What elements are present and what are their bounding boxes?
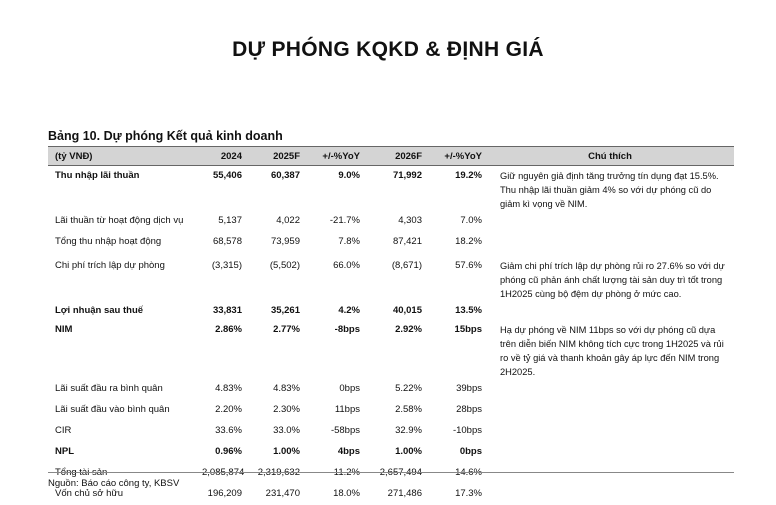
cell-2025f: 33.0% <box>273 425 300 436</box>
cell-yoy-2026: 57.6% <box>455 260 482 271</box>
cell-yoy-2026: 0bps <box>459 446 482 457</box>
cell-yoy-2025: 7.8% <box>338 236 360 247</box>
cell-yoy-2025: 0bps <box>339 383 360 394</box>
cell-yoy-2025: 4.2% <box>338 305 360 316</box>
header-unit: (tỷ VNĐ) <box>48 147 198 166</box>
table-row <box>48 400 734 421</box>
cell-2024: 33,831 <box>212 305 242 316</box>
cell-2024: (3,315) <box>211 260 242 271</box>
cell-yoy-2025: -58bps <box>330 425 360 436</box>
cell-yoy-2026: 19.2% <box>455 170 482 181</box>
cell-yoy-2025: 11.2% <box>333 467 360 478</box>
cell-note <box>486 232 734 256</box>
table-row <box>48 166 734 212</box>
cell-2025f: 1.00% <box>273 446 300 457</box>
cell-yoy-2026: 28bps <box>456 404 482 415</box>
cell-2026f: (8,671) <box>391 260 422 271</box>
cell-yoy-2026: 7.0% <box>460 215 482 226</box>
cell-2026f: 2.58% <box>395 404 422 415</box>
row-label: Lợi nhuận sau thuế <box>55 305 144 316</box>
table-row <box>48 211 734 232</box>
cell-2024: 196,209 <box>207 488 242 499</box>
table-row <box>48 442 734 463</box>
cell-note <box>486 211 734 232</box>
table-header-row <box>48 147 734 166</box>
row-label: CIR <box>55 425 72 436</box>
cell-2025f: 35,261 <box>270 305 300 316</box>
source-note: Nguồn: Báo cáo công ty, KBSV <box>48 478 180 489</box>
cell-2024: 2.86% <box>215 324 242 335</box>
cell-note <box>486 421 734 442</box>
cell-2026f: 87,421 <box>392 236 422 247</box>
forecast-table <box>48 146 734 505</box>
cell-note <box>486 379 734 400</box>
header-2026f: 2026F <box>364 147 426 166</box>
cell-yoy-2025: 18.0% <box>333 488 360 499</box>
cell-2026f: 32.9% <box>395 425 422 436</box>
table-caption: Bảng 10. Dự phóng Kết quả kinh doanh <box>48 129 283 143</box>
cell-2024: 55,406 <box>212 170 242 181</box>
cell-2025f: 2,319,632 <box>257 467 300 478</box>
cell-note: Giữ nguyên giả định tăng trưởng tín dụng đạt 15.5%. Thu nhập lãi thuần giảm 4% so với dự phóng cũ do giảm kì vọng về NIM. <box>500 171 719 209</box>
cell-yoy-2025: 66.0% <box>333 260 360 271</box>
table-row <box>48 256 734 301</box>
cell-yoy-2026: 15bps <box>454 324 482 335</box>
cell-yoy-2025: 4bps <box>337 446 360 457</box>
cell-2026f: 271,486 <box>387 488 422 499</box>
row-label: Vốn chủ sở hữu <box>55 488 124 499</box>
table-row <box>48 421 734 442</box>
row-label: Tổng tài sản <box>55 467 108 478</box>
cell-2024: 33.6% <box>215 425 242 436</box>
cell-yoy-2026: 14.6% <box>455 467 482 478</box>
cell-2026f: 2,657,494 <box>379 467 422 478</box>
cell-2024: 4.83% <box>215 383 242 394</box>
cell-note: Hạ dự phóng về NIM 11bps so với dự phóng cũ dựa trên diễn biến NIM không tích cực trong 1H2025 và rủi ro về tỷ giá và thanh khoản gây áp lực đến NIM trong 2H2025. <box>500 325 724 377</box>
cell-2024: 0.96% <box>215 446 242 457</box>
row-label: Thu nhập lãi thuần <box>55 170 140 181</box>
cell-yoy-2026: 18.2% <box>455 236 482 247</box>
cell-yoy-2026: 17.3% <box>455 488 482 499</box>
cell-2026f: 71,992 <box>392 170 422 181</box>
header-2025f: 2025F <box>246 147 304 166</box>
cell-note: Giảm chi phí trích lập dự phòng rủi ro 27.6% so với dự phóng cũ phản ánh chất lượng tài sản duy trì tốt trong 1H2025 cùng bộ đệm dự phòng ở mức cao. <box>500 261 725 299</box>
table-row <box>48 320 734 379</box>
cell-2025f: 2.77% <box>273 324 300 335</box>
row-label: Tổng thu nhập hoạt động <box>55 236 162 247</box>
cell-2025f: 2.30% <box>273 404 300 415</box>
cell-2026f: 2.92% <box>395 324 422 335</box>
cell-2024: 5,137 <box>218 215 242 226</box>
cell-2024: 2,085,874 <box>202 467 245 478</box>
cell-2026f: 4,303 <box>398 215 422 226</box>
row-label: Lãi thuần từ hoạt động dịch vụ <box>55 215 184 226</box>
cell-2025f: 4.83% <box>273 383 300 394</box>
cell-note <box>486 463 734 484</box>
cell-note <box>486 400 734 421</box>
cell-2025f: 4,022 <box>276 215 300 226</box>
header-yoy-2025: +/-%YoY <box>304 147 364 166</box>
cell-2025f: 73,959 <box>270 236 300 247</box>
header-2024: 2024 <box>198 147 246 166</box>
table-row <box>48 301 734 320</box>
cell-2025f: 231,470 <box>265 488 300 499</box>
cell-yoy-2026: -10bps <box>452 425 482 436</box>
table-row <box>48 232 734 256</box>
cell-yoy-2025: -21.7% <box>329 215 360 226</box>
cell-2024: 2.20% <box>215 404 242 415</box>
row-label: Lãi suất đầu ra bình quân <box>55 383 163 394</box>
cell-yoy-2025: -8bps <box>334 324 360 335</box>
cell-yoy-2026: 39bps <box>456 383 482 394</box>
row-label: Lãi suất đầu vào bình quân <box>55 404 170 415</box>
cell-2025f: (5,502) <box>269 260 300 271</box>
header-notes: Chú thích <box>486 147 734 166</box>
table-row <box>48 379 734 400</box>
cell-yoy-2025: 11bps <box>334 404 360 415</box>
cell-yoy-2025: 9.0% <box>338 170 360 181</box>
cell-2026f: 5.22% <box>395 383 422 394</box>
table-bottom-rule <box>48 472 734 473</box>
cell-note <box>486 301 734 320</box>
header-yoy-2026: +/-%YoY <box>426 147 486 166</box>
row-label: NPL <box>55 446 74 457</box>
page-title: DỰ PHÓNG KQKD & ĐỊNH GIÁ <box>232 38 544 61</box>
cell-note <box>486 442 734 463</box>
cell-2026f: 1.00% <box>395 446 422 457</box>
cell-yoy-2026: 13.5% <box>455 305 482 316</box>
cell-2024: 68,578 <box>212 236 242 247</box>
row-label: NIM <box>55 324 73 335</box>
cell-2026f: 40,015 <box>392 305 422 316</box>
row-label: Chi phí trích lập dự phòng <box>55 260 165 271</box>
cell-2025f: 60,387 <box>270 170 300 181</box>
